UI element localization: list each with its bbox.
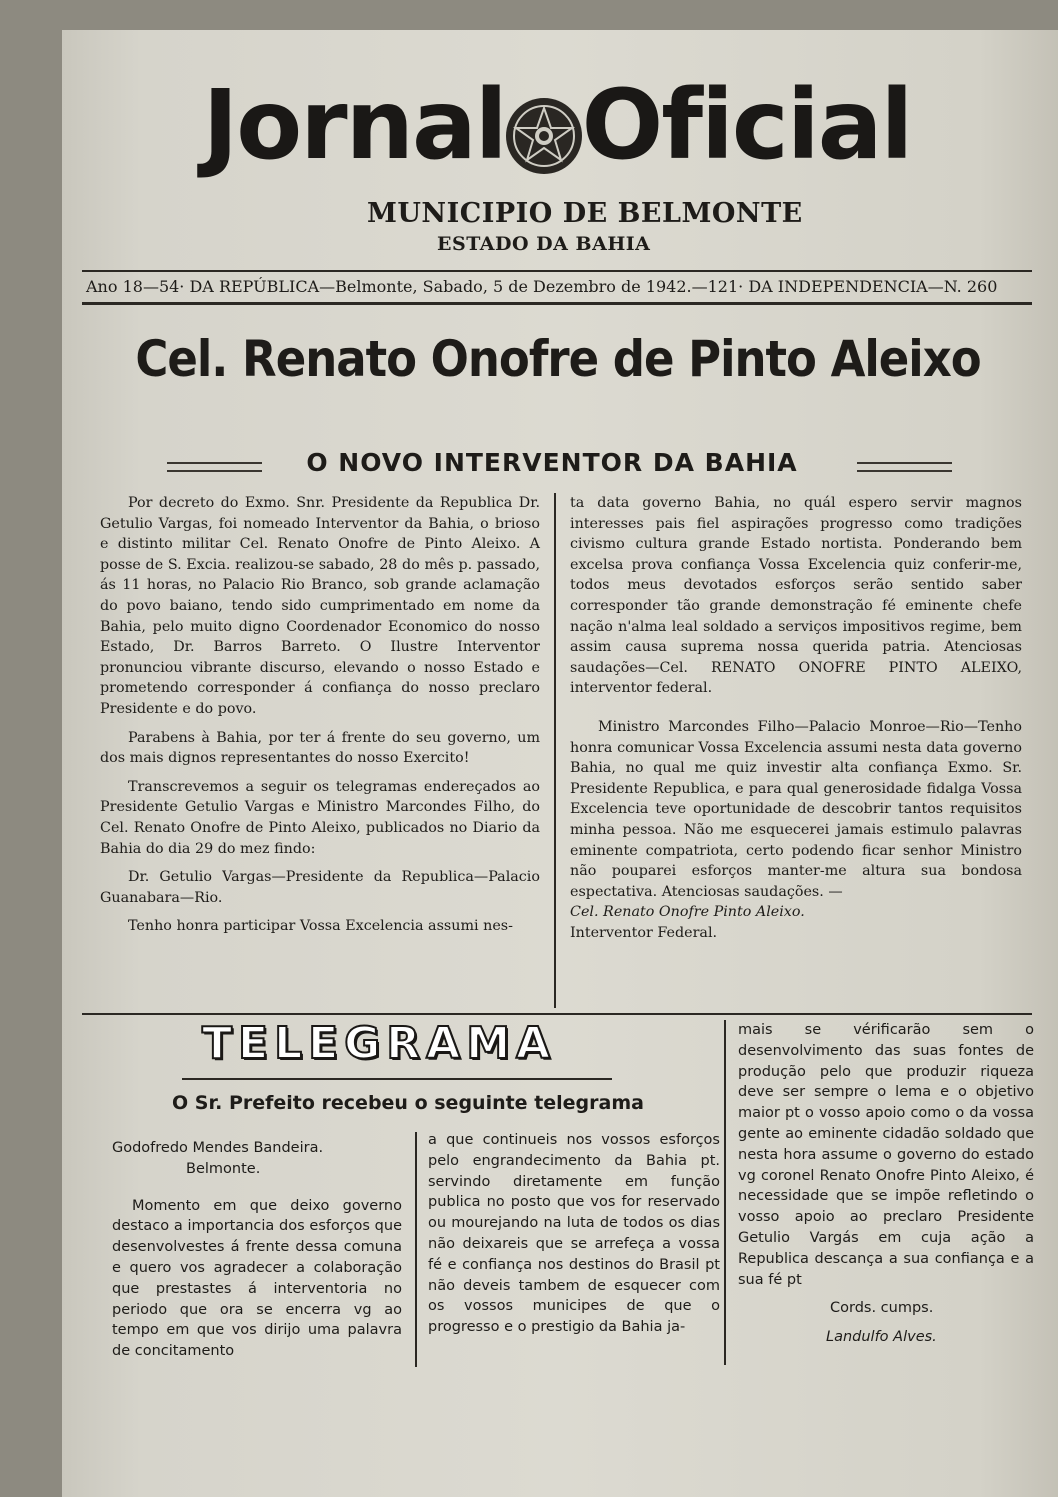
telegram-signature: Cel. Renato Onofre Pinto Aleixo. xyxy=(570,904,805,921)
telegram-signature-title: Interventor Federal. xyxy=(570,924,718,941)
telegram-column-divider xyxy=(724,1020,726,1365)
article-paragraph: Transcrevemos a seguir os telegramas endereçados ao Presidente Getulio Vargas e Ministro Marcondes Filho, do Cel. Renato Onofre de Pinto Aleixo, publicados no Diario da Bahia do dia 29 do mez findo: xyxy=(100,778,540,857)
article-paragraph: Por decreto do Exmo. Snr. Presidente da Republica Dr. Getulio Vargas, foi nomeado Interventor da Bahia, o brioso e distinto militar Cel. Renato Onofre de Pinto Aleixo. A posse de S. Excia. realizou-se sabado, 28 do mês p. passado, ás 11 horas, no Palacio Rio Branco, sob grande aclamação do povo baiano, tendo sido cumprimentado em nome da Bahia, pelo muito digno Coordenador Economico do nosso Estado, Dr. Barros Barreto. O Ilustre Interventor pronunciou vibrante discurso, elevando o nosso Estado e prometendo corresponder á confiança do nosso preclaro Presidente e do povo. xyxy=(100,495,540,717)
telegram-banner: TELEGRAMA xyxy=(202,1018,557,1069)
telegram-closing: Cords. cumps. xyxy=(830,1300,934,1317)
column-divider xyxy=(554,493,556,1008)
article-right-column xyxy=(570,493,1022,943)
title-ornament-right xyxy=(857,462,952,472)
telegram-column-divider xyxy=(415,1132,417,1367)
main-headline: Cel. Renato Onofre de Pinto Aleixo xyxy=(135,330,981,388)
municipality-name: MUNICIPIO DE BELMONTE xyxy=(367,198,803,229)
article-paragraph: Dr. Getulio Vargas—Presidente da Republica—Palacio Guanabara—Rio. xyxy=(100,869,540,906)
article-title: O NOVO INTERVENTOR DA BAHIA xyxy=(306,448,798,477)
telegram-text-2: a que continueis nos vossos esforços pelo engrandecimento da Bahia pt. servindo diretamente em função publica no posto que vos for reservado ou mourejando na luta de todos os dias não deixareis que se arrefeça a vossa fé e confiança nos destinos do Brasil pt não deveis tambem de esquecer com os vossos municipes de que o progresso e o prestigio da Bahia ja- xyxy=(428,1132,720,1336)
telegram-column-3 xyxy=(738,1020,1034,1348)
coat-of-arms-icon xyxy=(502,90,586,174)
telegram-addressee-city: Belmonte. xyxy=(186,1160,261,1177)
masthead-title-right: Oficial xyxy=(581,69,912,181)
article-left-column xyxy=(100,493,540,937)
article-paragraph: ta data governo Bahia, no quál espero servir magnos interesses pais fiel aspirações progresso como tradições civismo cultura grande Estado nortista. Ponderando bem excelsa prova confiança Vossa Excelencia quiz conferir-me, todos meus devotados esforços serão sentido saber corresponder tão grande demonstração fé eminente chefe nação n'alma leal soldado a serviços impositivos regime, bem assim causa suprema nossa querida patria. Atenciosas saudações—Cel. RENATO ONOFRE PINTO ALEIXO, interventor federal. xyxy=(570,495,1022,697)
dateline-top-rule xyxy=(82,270,1032,272)
telegram-text-1: Momento em que deixo governo destaco a importancia dos esforços que desenvolvestes á frente dessa comuna e quero vos agradecer a colaboração que prestastes á interventoria no periodo que ora se encerra vg ao tempo em que vos dirijo uma palavra de concitamento xyxy=(112,1197,402,1360)
dateline-bottom-rule xyxy=(82,302,1032,305)
telegram-column-1 xyxy=(112,1138,402,1362)
banner-underline xyxy=(182,1078,612,1080)
article-paragraph: Parabens à Bahia, por ter á frente do seu governo, um dos mais dignos representantes do nosso Exercito! xyxy=(100,729,540,767)
masthead-title xyxy=(82,70,1032,180)
masthead-title-left: Jornal xyxy=(202,69,506,181)
article-paragraph: Tenho honra participar Vossa Excelencia assumi nes- xyxy=(128,918,513,935)
newspaper-page xyxy=(62,30,1058,1497)
telegram-text-3: mais se vérificarão sem o desenvolvimento das suas fontes de produção pelo que produzir riqueza deve ser sempre o lema e o objetivo maior pt o vosso apoio como o da vossa gente ao eminente cidadão soldado que nesta hora assume o governo do estado vg coronel Renato Onofre Pinto Aleixo, é necessidade que se impõe refletindo o vosso apoio ao preclaro Presidente Getulio Vargás em cuja ação a Republica descança a sua confiança e a sua fé pt xyxy=(738,1022,1034,1288)
telegram-column-2 xyxy=(428,1130,720,1338)
section-rule xyxy=(82,1013,1032,1015)
article-paragraph: Ministro Marcondes Filho—Palacio Monroe—Rio—Tenho honra comunicar Vossa Excelencia assumi nesta data governo Bahia, no qual me quiz investir alta confiança Exmo. Sr. Presidente Republica, e para qual generosidade fidalga Vossa Excelencia teve oportunidade de descobrir tantos requisitos minha pessoa. Não me esquecerei jamais estimulo palavras eminente compatriota, certo podendo ficar senhor Ministro não pouparei esforços manter-me altura sua bondosa espectativa. Atenciosas saudações. — xyxy=(570,718,1022,900)
telegram-signature: Landulfo Alves. xyxy=(826,1329,937,1346)
state-name: ESTADO DA BAHIA xyxy=(437,233,651,255)
telegram-subtitle: O Sr. Prefeito recebeu o seguinte telegrama xyxy=(172,1092,644,1114)
dateline: Ano 18—54· DA REPÚBLICA—Belmonte, Sabado, 5 de Dezembro de 1942.—121· DA INDEPENDENCIA—N. 260 xyxy=(86,277,998,296)
telegram-addressee: Godofredo Mendes Bandeira. xyxy=(112,1140,324,1156)
